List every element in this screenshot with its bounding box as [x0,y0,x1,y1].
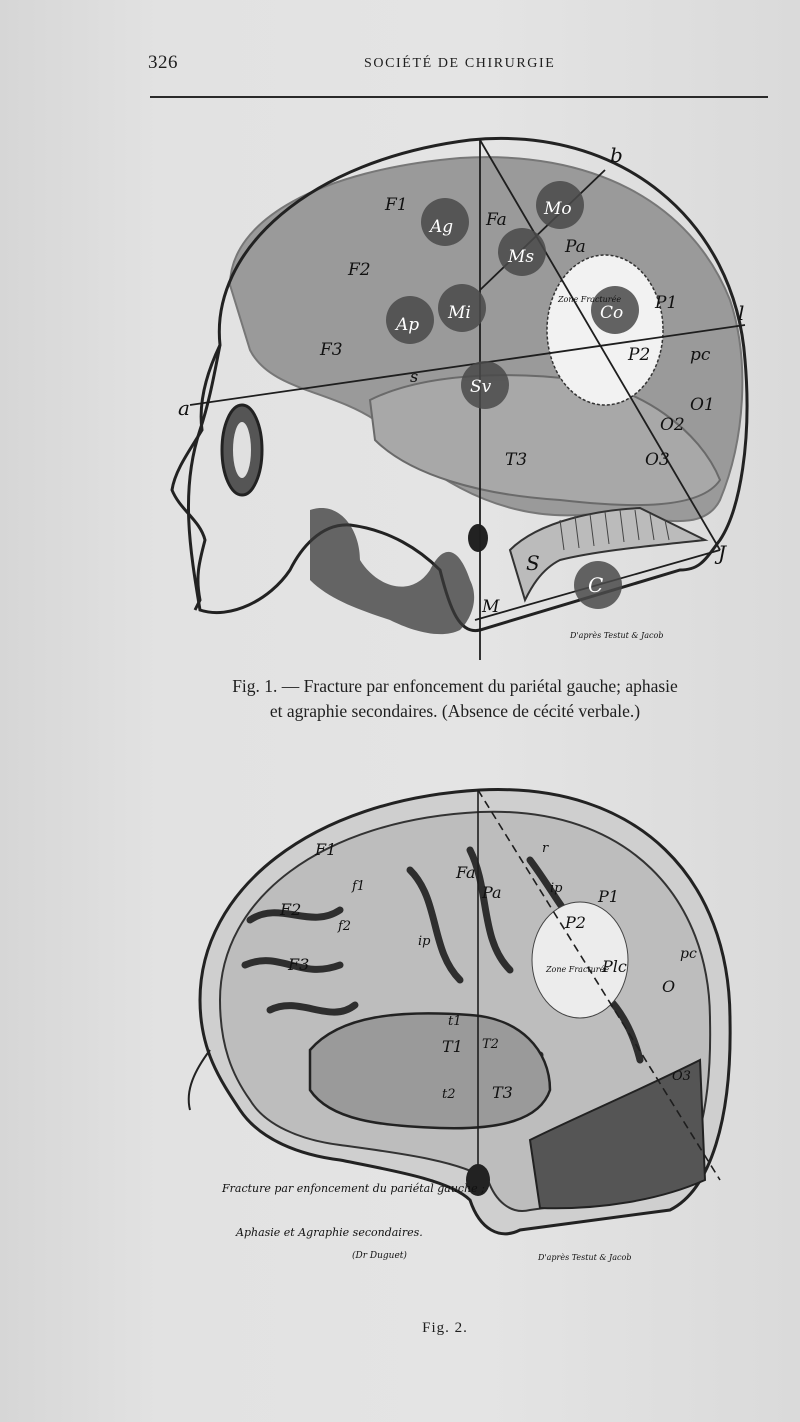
label-F2: F2 [348,260,371,280]
label-Ms: Ms [508,247,535,267]
figure-1-caption [150,674,760,724]
label-F1: F1 [385,195,408,215]
label2-T3: T3 [492,1083,513,1102]
label-l: l [738,301,745,325]
label-T3: T3 [505,450,528,470]
label2-P1: P1 [598,887,619,906]
header-rule [150,96,768,98]
label-pc: pc [690,345,711,365]
label2-t1: t1 [448,1014,462,1029]
label2-Pa: Pa [482,883,502,902]
label2-zone-fracturee: Zone Fracturée [546,965,610,974]
figure-2-brain-diagram [140,760,800,1320]
running-header [0,52,800,82]
figure-1-skull-diagram [160,130,760,660]
label2-F3: F3 [288,955,310,974]
label2-O3: O3 [672,1069,691,1084]
label2-f1: f1 [352,879,366,894]
temporal-lobe-2 [310,1013,550,1128]
label-O3: O3 [645,450,670,470]
face-detail [189,1050,210,1110]
label-s: s [410,367,419,386]
label-Mo: Mo [544,199,572,219]
label2-r: r [542,841,549,856]
label2-ip2: ip [418,934,431,949]
label2-O: O [662,977,676,996]
label-b: b [610,143,623,167]
label2-t2: t2 [442,1087,456,1102]
label-Pa: Pa [565,237,586,257]
label-credit-fig1: D'après Testut & Jacob [570,631,664,640]
label-Ag: Ag [430,217,454,237]
journal-title: SOCIÉTÉ DE CHIRURGIE [364,56,556,71]
label-J: J [718,541,727,565]
label-Mi: Mi [448,303,471,323]
label2-F2: F2 [280,900,302,919]
label2-Fa: Fa [456,863,476,882]
label-Sv: Sv [470,377,492,397]
label-zone-fracturee: Zone Fracturée [558,295,622,304]
label2-P2: P2 [565,913,586,932]
ear-canal [468,524,488,552]
handwritten-caption-line1: Fracture par enfoncement du pariétal gauche ; [222,1182,485,1195]
figure-1-caption-line2: et agraphie secondaires. (Absence de cécité verbale.) [269,701,641,721]
label-F3: F3 [320,340,343,360]
figure-2-caption: Fig. 2. [422,1320,468,1336]
label2-F1: F1 [315,840,337,859]
label-C: C [588,573,604,597]
label2-Plc: Plc [602,957,627,976]
handwritten-caption-line2: Aphasie et Agraphie secondaires. [236,1226,423,1239]
label2-T1: T1 [442,1037,463,1056]
label-Ap: Ap [396,315,420,335]
page-number: 326 [148,52,178,73]
label-Co: Co [600,303,624,323]
label-O2: O2 [660,415,685,435]
label2-credit: D'après Testut & Jacob [538,1253,632,1262]
handwritten-author: (Dr Duguet) [352,1251,407,1261]
label-O1: O1 [690,395,715,415]
label-Fa: Fa [486,210,507,230]
figure-1-caption-line1: Fig. 1. — Fracture par enfoncement du pariétal gauche; aphasie [232,676,678,696]
label2-pc: pc [680,946,697,962]
orbit-inner [233,422,251,478]
label-P2: P2 [628,345,651,365]
label2-ip: ip [550,881,563,896]
label-a: a [178,396,190,420]
label-P1: P1 [655,293,678,313]
skull-base [310,508,474,634]
label-M: M [482,597,500,617]
label2-f2: f2 [338,919,352,934]
label2-T2: T2 [482,1037,499,1052]
label-S: S [526,551,540,575]
